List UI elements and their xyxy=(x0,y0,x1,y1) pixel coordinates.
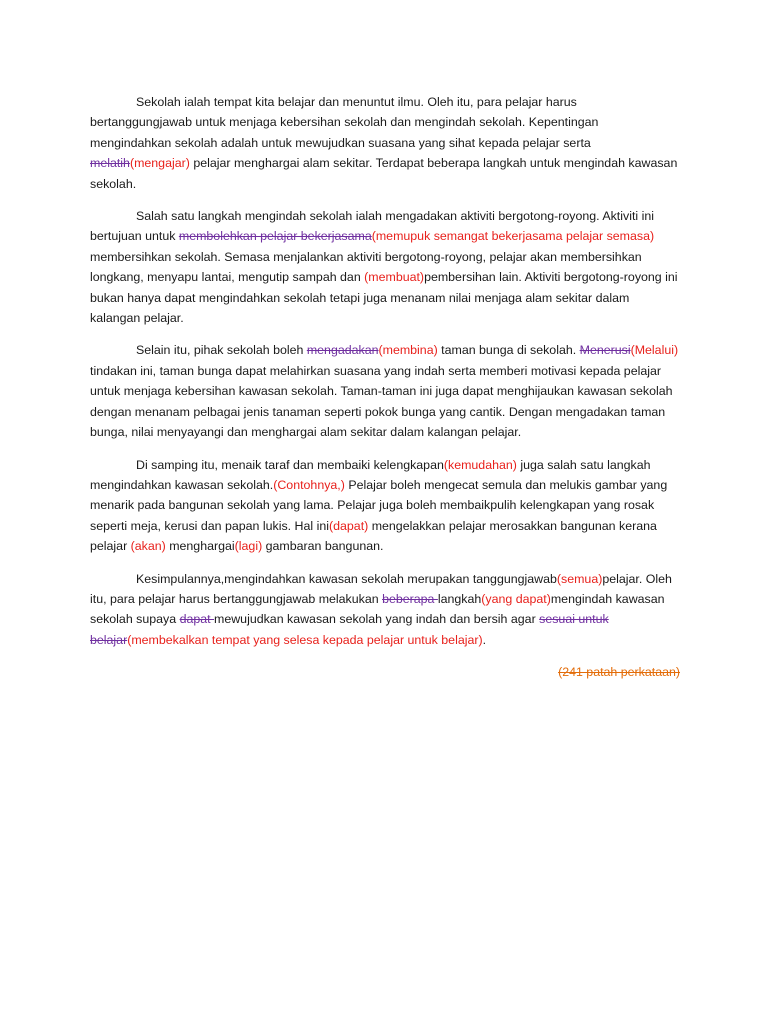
deleted-text: mengadakan xyxy=(306,343,379,358)
inserted-correction: (mengajar) xyxy=(129,156,190,171)
deleted-text: beberapa xyxy=(382,591,438,606)
inserted-correction: (kemudahan) xyxy=(443,457,517,472)
deleted-text: membolehkan pelajar bekerjasama xyxy=(178,229,372,244)
paragraph-5 xyxy=(90,569,680,651)
body-text: gambaran bangunan. xyxy=(262,539,384,554)
inserted-correction: (semua) xyxy=(556,571,603,586)
body-text: Kesimpulannya,mengindahkan kawasan sekolah merupakan tanggungjawab xyxy=(136,571,557,586)
paragraph-3 xyxy=(90,340,680,442)
body-text: Salah satu langkah mengindah sekolah ialah mengadakan aktiviti bergotong-royong. Aktiviti ini bertujuan untuk xyxy=(90,209,654,244)
inserted-correction: (dapat) xyxy=(329,518,369,533)
essay-body xyxy=(90,92,680,650)
body-text: pelajar. Oleh itu, para pelajar harus bertanggungjawab melakukan xyxy=(90,571,672,606)
body-text: Sekolah ialah tempat kita belajar dan menuntut ilmu. Oleh itu, para pelajar harus bertanggungjawab untuk menjaga kebersihan sekolah dan mengindah sekolah. Kepentingan mengindahkan sekolah adalah untuk mewujudkan suasana yang sihat kepada pelajar serta xyxy=(90,95,599,150)
body-text: pembersihan lain. Aktiviti bergotong-royong ini bukan hanya dapat mengindahkan sekolah tetapi juga menanam nilai menjaga alam sekitar dalam kalangan pelajar. xyxy=(90,270,678,326)
deleted-text: sesuai untuk belajar xyxy=(90,612,609,647)
deleted-text: Menerusi xyxy=(579,343,631,358)
body-text: menghargai xyxy=(165,539,235,554)
inserted-correction: (Contohnya,) xyxy=(273,477,345,492)
body-text: pelajar menghargai alam sekitar. Terdapat beberapa langkah untuk mengindah kawasan sekolah. xyxy=(90,156,678,191)
inserted-correction: (memupuk semangat bekerjasama pelajar semasa) xyxy=(371,229,655,244)
body-text: membersihkan sekolah. Semasa menjalankan aktiviti bergotong-royong, pelajar akan membersihkan longkang, menyapu lantai, mengutip sampah dan xyxy=(90,249,642,285)
inserted-correction: (membekalkan tempat yang selesa kepada pelajar untuk belajar) xyxy=(127,632,483,647)
body-text: mengindah kawasan sekolah supaya xyxy=(90,591,665,627)
inserted-correction: (yang dapat) xyxy=(481,591,551,606)
deleted-text: dapat xyxy=(179,612,215,627)
deleted-text: melatih xyxy=(90,156,130,171)
body-text: mewujudkan kawasan sekolah yang indah dan bersih agar xyxy=(214,612,540,627)
word-count: (241 patah perkataan) xyxy=(558,665,680,680)
body-text: Di samping itu, menaik taraf dan membaiki kelengkapan xyxy=(136,457,444,472)
body-text: tindakan ini, taman bunga dapat melahirkan suasana yang indah serta memberi motivasi kepada pelajar untuk menjaga kebersihan kawasan sekolah. Taman-taman ini juga dapat menghijaukan kawasan sekolah dengan menanam pelbagai jenis tanaman seperti pokok bunga yang cantik. Dengan mengadakan taman bunga, nilai menyayangi dan menghargai alam sekitar dalam kalangan pelajar. xyxy=(90,363,673,440)
body-text: Selain itu, pihak sekolah boleh xyxy=(136,343,307,358)
inserted-correction: (Melalui) xyxy=(630,343,679,358)
inserted-correction: (membina) xyxy=(378,343,438,358)
inserted-correction: (membuat) xyxy=(364,270,425,285)
body-text: langkah xyxy=(437,591,482,606)
body-text: . xyxy=(482,632,487,647)
body-text: juga salah satu langkah mengindahkan kawasan sekolah. xyxy=(90,457,651,492)
body-text: Pelajar boleh mengecat semula dan melukis gambar yang menarik pada bangunan sekolah yang lama. Pelajar juga boleh membaikpulih kelengkapan yang rosak seperti meja, kerusi dan papan lukis. Hal ini xyxy=(90,477,668,533)
inserted-correction: (lagi) xyxy=(234,539,263,554)
paragraph-2 xyxy=(90,206,680,328)
inserted-correction: (akan) xyxy=(130,539,166,554)
body-text: taman bunga di sekolah. xyxy=(437,343,580,358)
body-text: mengelakkan pelajar merosakkan bangunan kerana pelajar xyxy=(90,518,657,554)
paragraph-1 xyxy=(90,92,680,194)
paragraph-4 xyxy=(90,455,680,557)
